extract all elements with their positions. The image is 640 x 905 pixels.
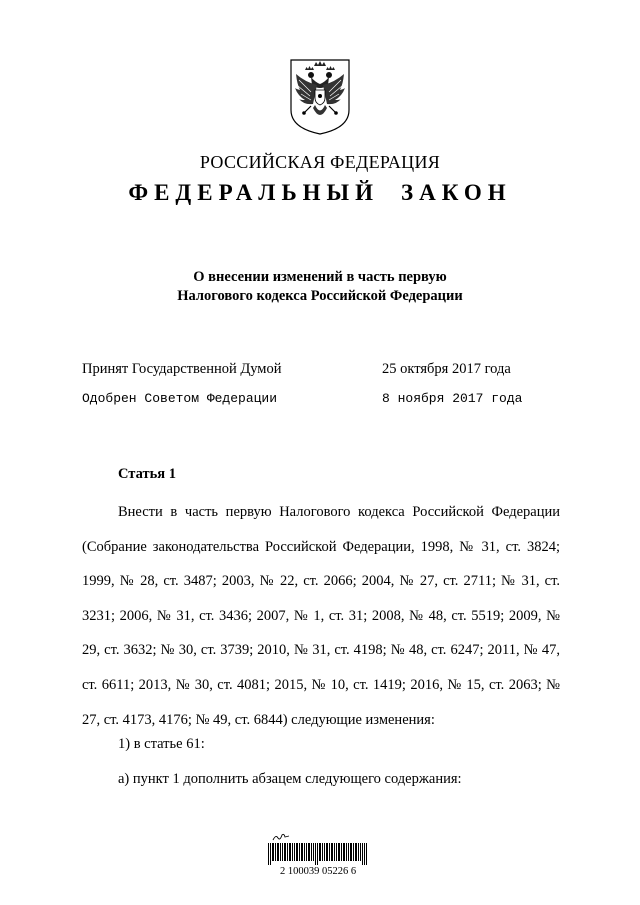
- barcode-number: 2 100039 05226 6: [279, 866, 357, 877]
- article-paragraph: Внести в часть первую Налогового кодекса Российской Федерации (Собрание законодательства Российской Федерации, 1998, № 31, ст. 3824; 1999, № 28, ст. 3487; 2003, № 22, ст. 2066; 2004, № 27, ст. 2711; № 31, ст. 3231; 2006, № 31, ст. 3436; 2007, № 1, ст. 31; 2008, № 48, ст. 5519; 2009, № 29, ст. 3632; № 30, ст. 3739; 2010, № 31, ст. 4198; № 48, ст. 6247; 2011, № 47, ст. 6611; 2013, № 30, ст. 4081; 2015, № 10, ст. 1419; 2016, № 15, ст. 2063; № 27, ст. 4173, 4176; № 49, ст. 6844) следующие изменения:: [82, 504, 560, 728]
- coat-of-arms-emblem: [287, 58, 353, 136]
- list-item-a: а) пункт 1 дополнить абзацем следующего содержания:: [118, 771, 462, 787]
- country-name: РОССИЙСКАЯ ФЕДЕРАЦИЯ: [199, 152, 441, 172]
- document-type-word-law: ЗАКОН: [401, 180, 512, 205]
- list-item-1: 1) в статье 61:: [118, 736, 205, 752]
- law-title: [0, 268, 640, 306]
- article-body: [82, 495, 560, 737]
- council-approval-date: 8 ноября 2017 года: [382, 391, 523, 406]
- document-type-word-federal: ФЕДЕРАЛЬНЫЙ: [128, 180, 380, 205]
- barcode-bars: [268, 843, 368, 865]
- council-approval-label: Одобрен Советом Федерации: [82, 391, 278, 406]
- law-title-line-1: О внесении изменений в часть первую: [193, 269, 447, 285]
- law-title-line-2: Налогового кодекса Российской Федерации: [177, 288, 463, 304]
- document-barcode: [268, 832, 368, 882]
- duma-adoption-date: 25 октября 2017 года: [382, 361, 511, 377]
- duma-adoption-label: Принят Государственной Думой: [82, 361, 282, 377]
- document-type-heading: [0, 180, 640, 206]
- handwritten-mark-icon: [272, 832, 290, 842]
- article-heading: Статья 1: [118, 466, 176, 482]
